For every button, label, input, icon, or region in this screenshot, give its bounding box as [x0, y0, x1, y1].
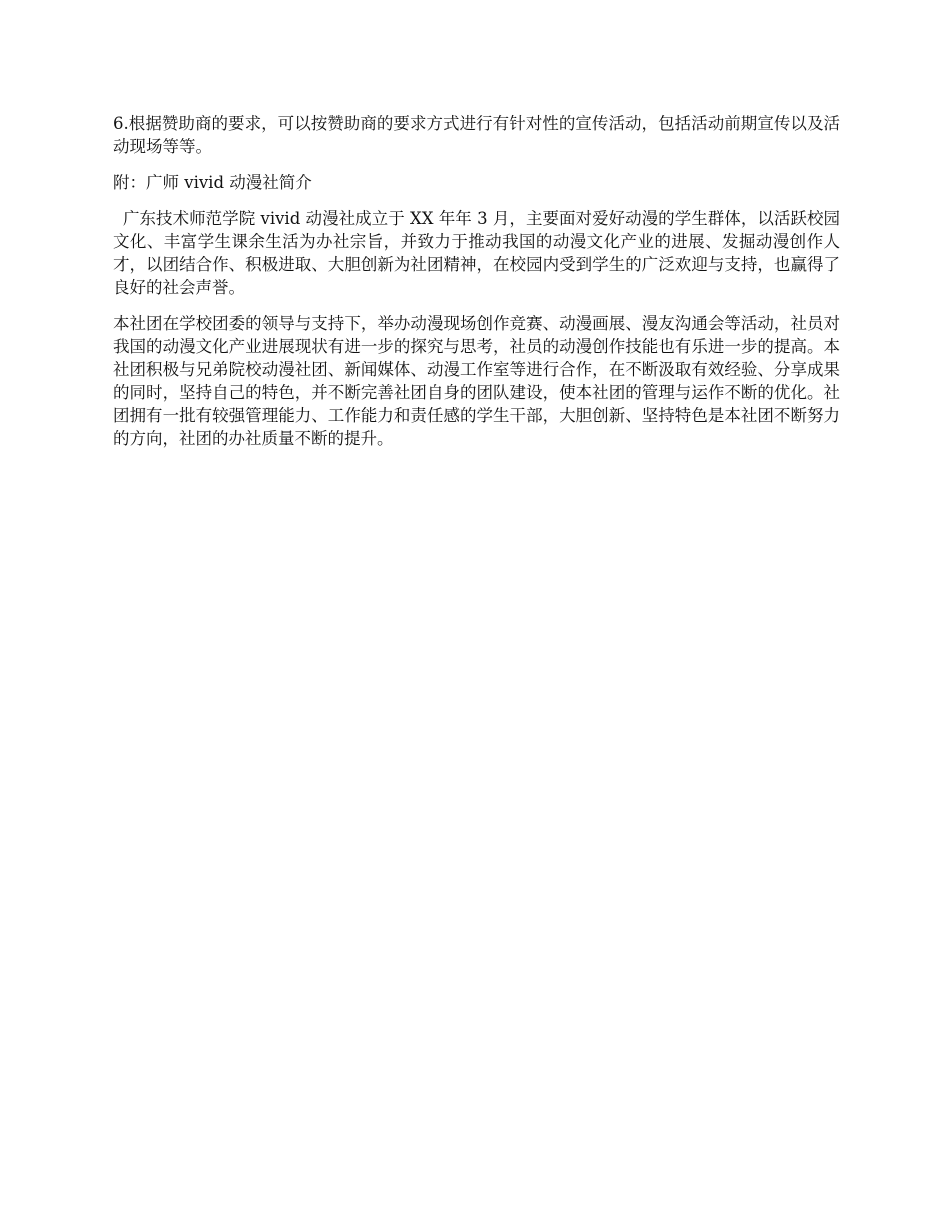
paragraph-appendix-heading: 附：广师 vivid 动漫社简介: [113, 173, 312, 192]
paragraph-club-activities: 本社团在学校团委的领导与支持下，举办动漫现场创作竞赛、动漫画展、漫友沟通会等活动，社员对我国的动漫文化产业进展现状有进一步的探究与思考，社员的动漫创作技能也有乐进一步的提高。本社团积极与兄弟院校动漫社团、新闻媒体、动漫工作室等进行合作，在不断汲取有效经验、分享成果的同时，坚持自己的特色，并不断完善社团自身的团队建设，使本社团的管理与运作不断的优化。社团拥有一批有较强管理能力、工作能力和责任感的学生干部，大胆创新、坚持特色是本社团不断努力的方向，社团的办社质量不断的提升。: [113, 314, 840, 448]
paragraph-sponsor-promotion: 6.根据赞助商的要求，可以按赞助商的要求方式进行有针对性的宣传活动，包括活动前期宣传以及活动现场等等。: [113, 114, 840, 156]
document-body: [113, 112, 840, 463]
paragraph-club-introduction: 广东技术师范学院 vivid 动漫社成立于 XX 年年 3 月，主要面对爱好动漫的学生群体，以活跃校园文化、丰富学生课余生活为办社宗旨，并致力于推动我国的动漫文化产业的进展、发掘动漫创作人才，以团结合作、积极进取、大胆创新为社团精神，在校园内受到学生的广泛欢迎与支持，也赢得了良好的社会声誉。: [113, 209, 840, 297]
